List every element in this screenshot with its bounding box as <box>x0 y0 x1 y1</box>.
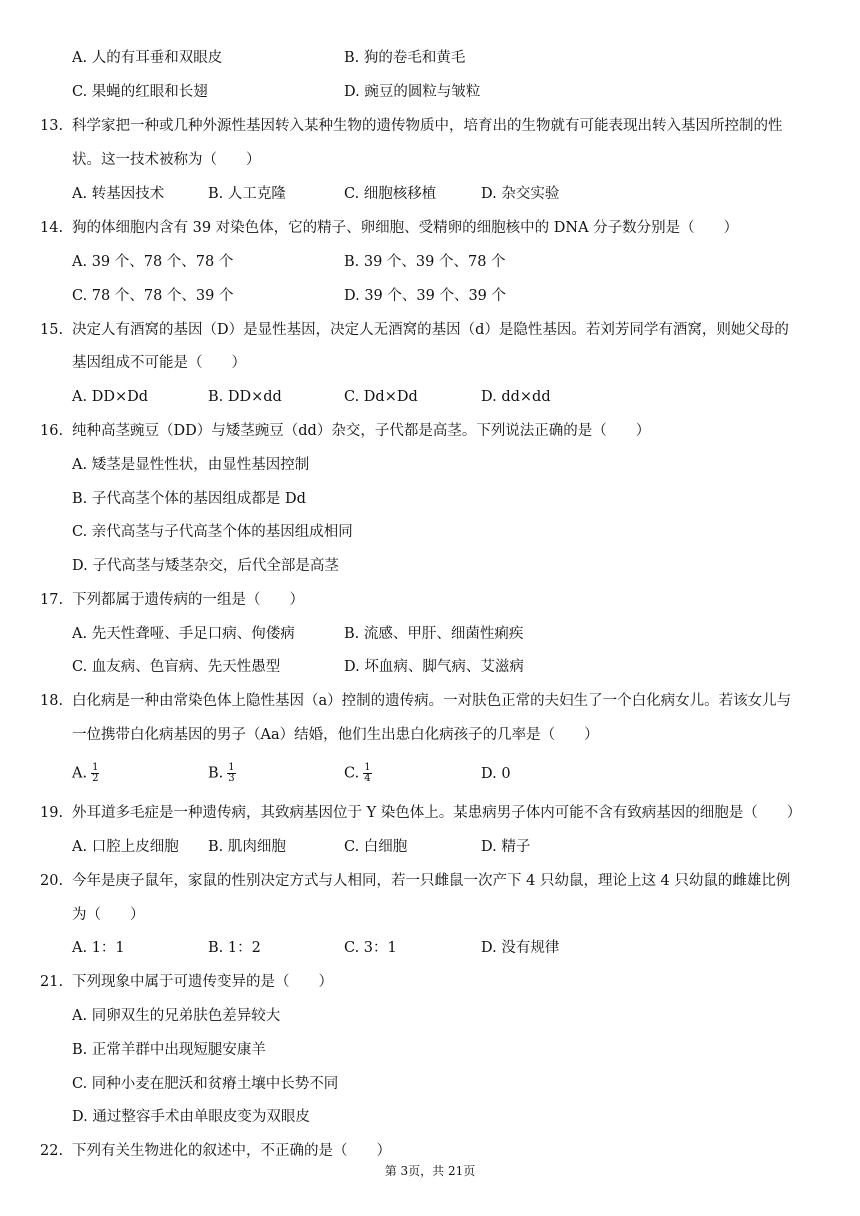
fraction <box>227 763 235 784</box>
q15-option-a[interactable]: A. DD×Dd <box>72 389 148 405</box>
q18-option-a[interactable] <box>72 763 99 784</box>
q17-option-c[interactable]: C. 血友病、色盲病、先天性愚型 <box>72 659 281 675</box>
option-label: B. <box>208 765 224 782</box>
question-stem: 为（ ） <box>72 907 145 923</box>
q16-option-a[interactable]: A. 矮茎是显性性状，由显性基因控制 <box>72 457 310 473</box>
question-number: 16. <box>40 423 64 439</box>
question-number: 18. <box>40 693 64 709</box>
q20-option-a[interactable]: A. 1：1 <box>72 940 125 956</box>
q20-option-b[interactable]: B. 1：2 <box>208 940 261 956</box>
q16-option-d[interactable]: D. 子代高茎与矮茎杂交，后代全部是高茎 <box>72 558 339 574</box>
question-stem: 外耳道多毛症是一种遗传病，其致病基因位于 Y 染色体上。某患病男子体内可能不含有致病基因的细胞是（ ） <box>72 805 802 821</box>
question-number: 17. <box>40 592 64 608</box>
denominator: 4 <box>364 773 371 784</box>
q20-option-d[interactable]: D. 没有规律 <box>481 940 560 956</box>
question-stem: 一位携带白化病基因的男子（Aa）结婚，他们生出患白化病孩子的几率是（ ） <box>72 727 599 743</box>
question-stem: 决定人有酒窝的基因（D）是显性基因，决定人无酒窝的基因（d）是隐性基因。若刘芳同学有酒窝，则她父母的 <box>72 322 789 338</box>
q21-option-b[interactable]: B. 正常羊群中出现短腿安康羊 <box>72 1042 266 1058</box>
question-number: 20. <box>40 873 64 889</box>
question-number: 22. <box>40 1143 64 1159</box>
q13-option-c[interactable]: C. 细胞核移植 <box>344 186 437 202</box>
q15-option-d[interactable]: D. dd×dd <box>481 389 551 405</box>
q14-option-b[interactable]: B. 39 个、39 个、78 个 <box>344 254 506 270</box>
q14-option-d[interactable]: D. 39 个、39 个、39 个 <box>344 288 507 304</box>
q21-option-a[interactable]: A. 同卵双生的兄弟肤色差异较大 <box>72 1008 281 1024</box>
q13-option-a[interactable]: A. 转基因技术 <box>72 186 165 202</box>
q12-option-a[interactable]: A. 人的有耳垂和双眼皮 <box>72 50 223 66</box>
numerator: 1 <box>228 762 235 773</box>
q12-option-b[interactable]: B. 狗的卷毛和黄毛 <box>344 50 466 66</box>
question-number: 19. <box>40 805 64 821</box>
q20-option-c[interactable]: C. 3：1 <box>344 940 397 956</box>
question-stem: 下列有关生物进化的叙述中，不正确的是（ ） <box>72 1143 391 1159</box>
question-number: 13. <box>40 118 64 134</box>
option-label: A. <box>72 765 88 782</box>
question-stem: 基因组成不可能是（ ） <box>72 355 246 371</box>
q15-option-c[interactable]: C. Dd×Dd <box>344 389 418 405</box>
q14-option-c[interactable]: C. 78 个、78 个、39 个 <box>72 288 234 304</box>
q13-option-d[interactable]: D. 杂交实验 <box>481 186 560 202</box>
page-footer: 第 3页，共 21页 <box>384 1164 476 1178</box>
denominator: 2 <box>92 773 99 784</box>
q17-option-a[interactable]: A. 先天性聋哑、手足口病、佝偻病 <box>72 626 295 642</box>
numerator: 1 <box>92 762 99 773</box>
q12-option-d[interactable]: D. 豌豆的圆粒与皱粒 <box>344 84 481 100</box>
question-stem: 狗的体细胞内含有 39 对染色体，它的精子、卵细胞、受精卵的细胞核中的 DNA 分子数分别是（ ） <box>72 220 739 236</box>
question-stem: 今年是庚子鼠年，家鼠的性别决定方式与人相同，若一只雌鼠一次产下 4 只幼鼠，理论上这 4 只幼鼠的雌雄比例 <box>72 873 791 889</box>
q21-option-d[interactable]: D. 通过整容手术由单眼皮变为双眼皮 <box>72 1109 310 1125</box>
q13-option-b[interactable]: B. 人工克隆 <box>208 186 286 202</box>
q15-option-b[interactable]: B. DD×dd <box>208 389 282 405</box>
q12-option-c[interactable]: C. 果蝇的红眼和长翅 <box>72 84 208 100</box>
fraction <box>363 763 371 784</box>
q18-option-c[interactable] <box>344 763 372 784</box>
question-stem: 白化病是一种由常染色体上隐性基因（a）控制的遗传病。一对肤色正常的夫妇生了一个白化病女儿。若该女儿与 <box>72 693 792 709</box>
numerator: 1 <box>364 762 371 773</box>
q14-option-a[interactable]: A. 39 个、78 个、78 个 <box>72 254 234 270</box>
q21-option-c[interactable]: C. 同种小麦在肥沃和贫瘠土壤中长势不同 <box>72 1076 339 1092</box>
q16-option-b[interactable]: B. 子代高茎个体的基因组成都是 Dd <box>72 491 306 507</box>
question-stem: 状。这一技术被称为（ ） <box>72 152 261 168</box>
question-number: 14. <box>40 220 64 236</box>
q19-option-c[interactable]: C. 白细胞 <box>344 839 408 855</box>
fraction <box>91 763 99 784</box>
q18-option-b[interactable] <box>208 763 236 784</box>
question-number: 15. <box>40 322 64 338</box>
q17-option-d[interactable]: D. 坏血病、脚气病、艾滋病 <box>344 659 524 675</box>
question-stem: 科学家把一种或几种外源性基因转入某种生物的遗传物质中，培育出的生物就有可能表现出转入基因所控制的性 <box>72 118 783 134</box>
question-stem: 下列都属于遗传病的一组是（ ） <box>72 592 304 608</box>
q19-option-a[interactable]: A. 口腔上皮细胞 <box>72 839 179 855</box>
question-stem: 下列现象中属于可遗传变异的是（ ） <box>72 974 333 990</box>
q17-option-b[interactable]: B. 流感、甲肝、细菌性痢疾 <box>344 626 524 642</box>
q18-option-d[interactable]: D. 0 <box>481 766 511 782</box>
question-number: 21. <box>40 974 64 990</box>
q19-option-d[interactable]: D. 精子 <box>481 839 531 855</box>
q16-option-c[interactable]: C. 亲代高茎与子代高茎个体的基因组成相同 <box>72 524 353 540</box>
option-label: C. <box>344 765 360 782</box>
question-stem: 纯种高茎豌豆（DD）与矮茎豌豆（dd）杂交，子代都是高茎。下列说法正确的是（ ） <box>72 423 651 439</box>
denominator: 3 <box>228 773 235 784</box>
q19-option-b[interactable]: B. 肌肉细胞 <box>208 839 286 855</box>
